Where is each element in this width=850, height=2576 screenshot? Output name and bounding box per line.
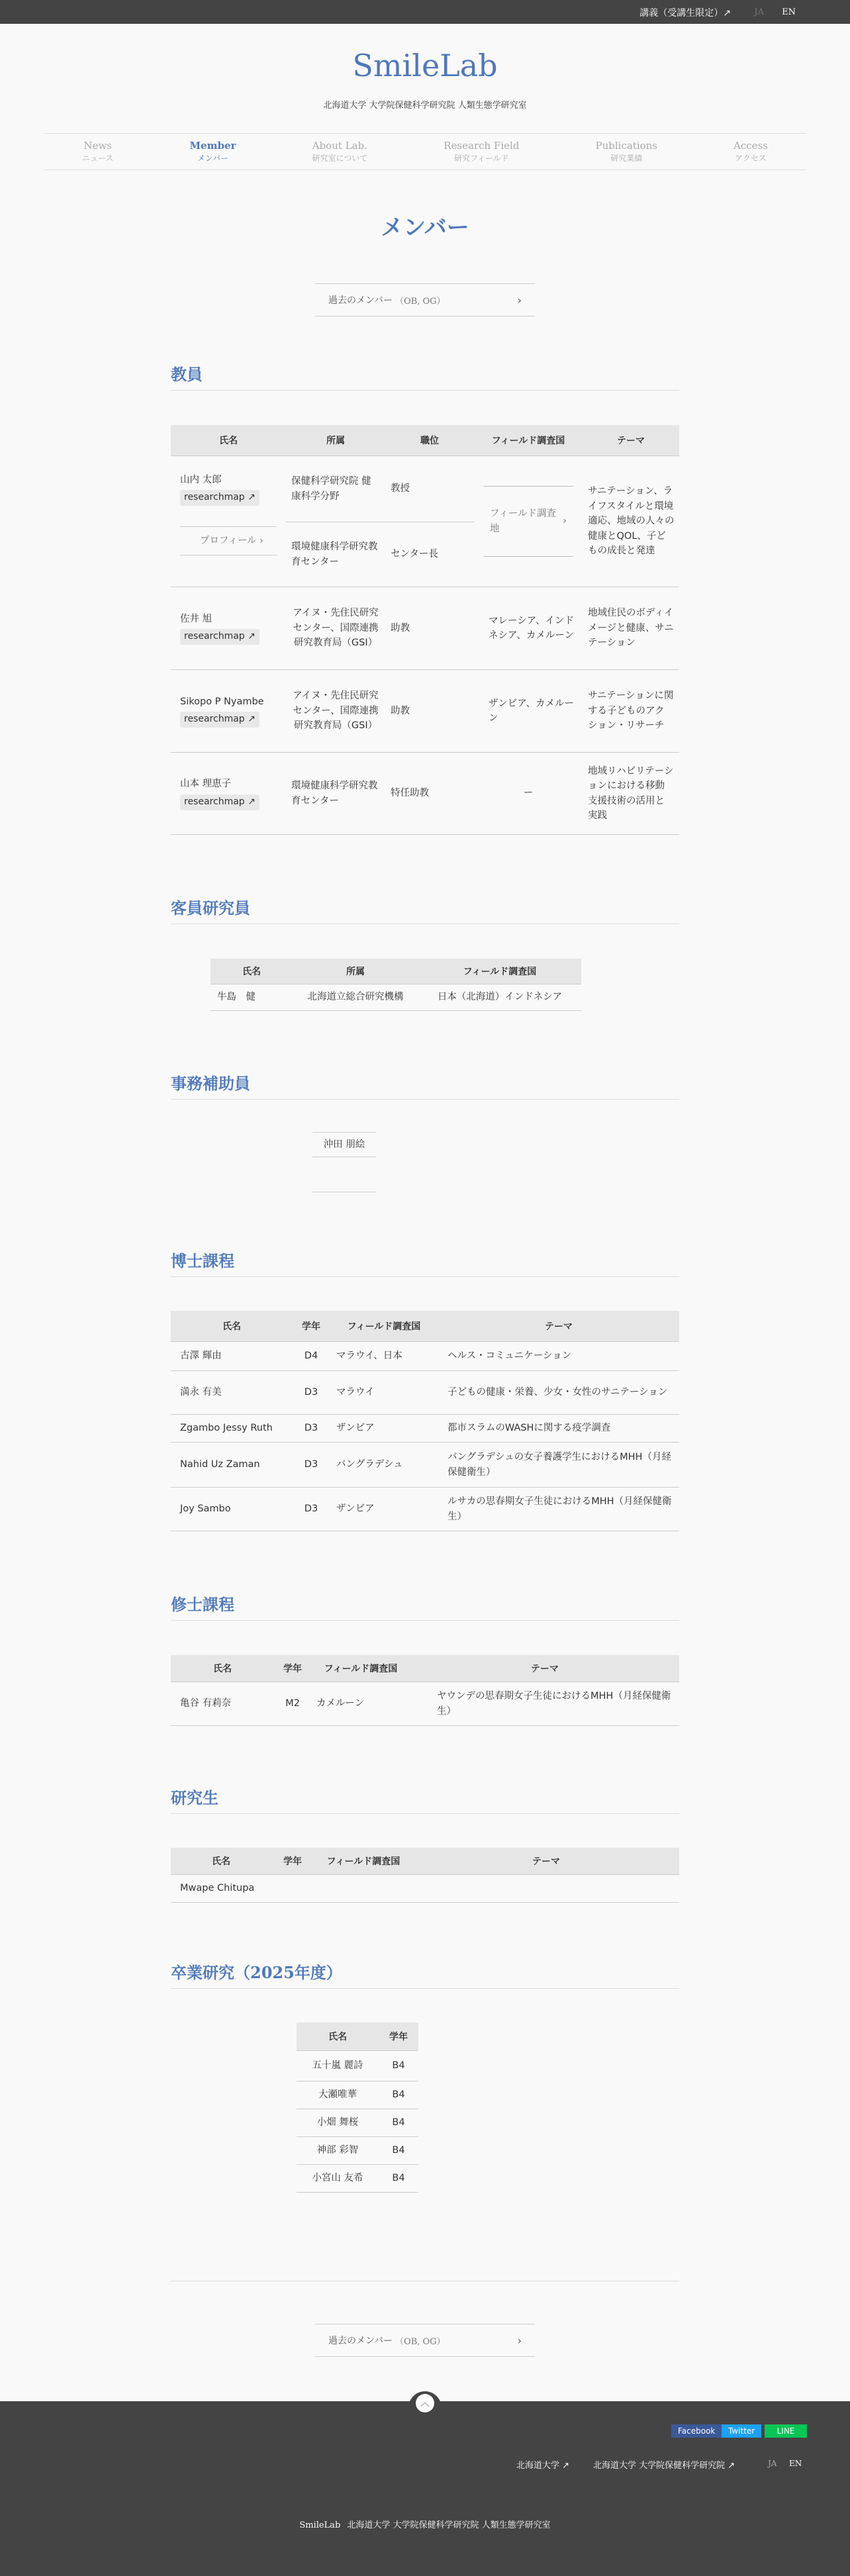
- table-row: [297, 2137, 418, 2165]
- member-theme: [413, 1875, 679, 1903]
- col-header-affiliation: 所属: [293, 959, 418, 984]
- site-logo[interactable]: SmileLab: [352, 48, 498, 83]
- member-theme: ヤウンデの思春期女子生徒におけるMHH（月経保健衛生）: [410, 1682, 679, 1726]
- nav-member[interactable]: Member メンバー: [189, 140, 236, 163]
- member-name: 古澤 輝由: [171, 1342, 293, 1371]
- member-field: マラウイ、日本: [330, 1342, 438, 1371]
- member-year: [271, 1875, 314, 1903]
- col-header-theme: テーマ: [410, 1655, 679, 1682]
- masters-table: [171, 1655, 679, 1726]
- member-position: センター長: [385, 522, 474, 587]
- member-name: 満永 有美: [171, 1371, 293, 1415]
- table-row: [171, 1371, 679, 1415]
- field-site-link[interactable]: フィールド調査地 ›: [483, 486, 573, 557]
- member-year: M2: [274, 1682, 311, 1726]
- table-row: [171, 1682, 679, 1726]
- col-header-position: 職位: [385, 425, 474, 456]
- member-name: Zgambo Jessy Ruth: [171, 1415, 293, 1443]
- table-row: [211, 984, 581, 1011]
- col-header-year: 学年: [379, 2023, 418, 2051]
- member-year: B4: [379, 2109, 418, 2137]
- member-name: 大瀬唯華: [297, 2081, 379, 2109]
- chevron-right-icon: ›: [517, 293, 522, 307]
- member-position: 教授: [385, 456, 474, 522]
- member-name: 亀谷 有莉奈: [171, 1682, 274, 1726]
- member-affiliation: 環境健康科学研究教育センター: [286, 753, 385, 835]
- section-heading-research-students: 研究生: [171, 1785, 679, 1814]
- member-affiliation: 北海道立総合研究機構: [293, 984, 418, 1011]
- member-year: D4: [293, 1342, 330, 1371]
- footer-credit: [0, 2518, 850, 2530]
- col-header-theme: テーマ: [583, 425, 679, 456]
- admin-staff-name: 沖田 朋絵: [312, 1132, 376, 1157]
- member-theme: ルサカの思春期女子生徒におけるMHH（月経保健衛生）: [438, 1488, 679, 1531]
- col-header-name: 氏名: [211, 959, 293, 984]
- member-name: Joy Sambo: [171, 1488, 293, 1531]
- guest-table: [211, 959, 581, 1011]
- nav-access[interactable]: Access アクセス: [733, 140, 768, 163]
- col-header-field: フィールド調査国: [314, 1848, 413, 1875]
- chevron-up-icon: ︿: [416, 2394, 434, 2412]
- section-heading-graduation: 卒業研究（2025年度）: [171, 1960, 679, 1989]
- section-heading-guest: 客員研究員: [171, 895, 679, 924]
- member-theme: バングラデシュの女子養護学生におけるMHH（月経保健衛生）: [438, 1443, 679, 1488]
- member-name: 佐井 旭: [180, 613, 212, 624]
- col-header-year: 学年: [293, 1311, 330, 1342]
- col-header-theme: テーマ: [438, 1311, 679, 1342]
- doctoral-table: [171, 1311, 679, 1531]
- member-name: Nahid Uz Zaman: [171, 1443, 293, 1488]
- member-position: 助教: [385, 670, 474, 753]
- member-field: [314, 1875, 413, 1903]
- line-link[interactable]: LINE: [765, 2424, 807, 2438]
- health-science-link[interactable]: 北海道大学 大学院保健科学研究院 ↗: [593, 2461, 735, 2471]
- footer-lang-en[interactable]: EN: [789, 2459, 802, 2468]
- member-field: ザンビア、カメルーン: [474, 670, 583, 753]
- researchmap-link[interactable]: researchmap ↗: [180, 490, 260, 506]
- table-row: [171, 1415, 679, 1443]
- member-field: マラウイ: [330, 1371, 438, 1415]
- col-header-name: 氏名: [171, 425, 286, 456]
- profile-link[interactable]: プロフィール ›: [180, 526, 277, 555]
- member-field: 日本（北海道）インドネシア: [418, 984, 581, 1011]
- table-row: [171, 1488, 679, 1531]
- member-affiliation: アイヌ・先住民研究センター、国際連携研究教育局（GSI）: [286, 670, 385, 753]
- graduation-table: [297, 2023, 418, 2193]
- col-header-affiliation: 所属: [286, 425, 385, 456]
- footer-brand: SmileLab: [299, 2520, 341, 2530]
- nav-about[interactable]: About Lab. 研究室について: [312, 140, 368, 163]
- member-name: 五十嵐 麗詩: [297, 2051, 379, 2081]
- table-row: [171, 670, 679, 753]
- chevron-right-icon: ›: [517, 2334, 522, 2347]
- member-theme: サニテーション、ライフスタイルと環境適応、地域の人々の健康とQOL、子どもの成長と発達: [583, 456, 679, 587]
- table-row: [297, 2051, 418, 2081]
- member-year: D3: [293, 1371, 330, 1415]
- researchmap-link[interactable]: researchmap ↗: [180, 712, 260, 728]
- section-heading-admin: 事務補助員: [171, 1071, 679, 1100]
- member-affiliation: アイヌ・先住民研究センター、国際連携研究教育局（GSI）: [286, 587, 385, 670]
- col-header-name: 氏名: [171, 1848, 271, 1875]
- member-theme: 都市スラムのWASHに関する疫学調査: [438, 1415, 679, 1443]
- back-to-top-button[interactable]: [408, 2391, 442, 2411]
- table-row: [171, 587, 679, 670]
- member-year: B4: [379, 2081, 418, 2109]
- footer-lang-ja[interactable]: JA: [768, 2459, 777, 2468]
- col-header-field: フィールド調査国: [330, 1311, 438, 1342]
- table-row: [171, 1443, 679, 1488]
- main-nav: [44, 133, 806, 170]
- section-heading-doctoral: 博士課程: [171, 1248, 679, 1277]
- member-field: ザンビア: [330, 1415, 438, 1443]
- member-name: 小宮山 友希: [297, 2165, 379, 2193]
- chevron-right-icon: ›: [563, 516, 567, 527]
- section-heading-faculty: 教員: [171, 361, 679, 391]
- member-name: Mwape Chitupa: [171, 1875, 271, 1903]
- member-field: ー: [474, 753, 583, 835]
- table-row: [171, 1875, 679, 1903]
- twitter-link[interactable]: Twitter: [722, 2424, 761, 2438]
- col-header-theme: テーマ: [413, 1848, 679, 1875]
- col-header-year: 学年: [271, 1848, 314, 1875]
- member-position: 助教: [385, 587, 474, 670]
- table-row: [171, 753, 679, 835]
- member-affiliation: 保健科学研究院 健康科学分野: [286, 456, 385, 522]
- researchmap-link[interactable]: researchmap ↗: [180, 629, 260, 645]
- researchmap-link[interactable]: researchmap ↗: [180, 794, 260, 810]
- hokudai-link[interactable]: 北海道大学 ↗: [516, 2461, 570, 2471]
- past-members-button-bottom[interactable]: 過去のメンバー （OB, OG） ›: [315, 2324, 535, 2357]
- member-name: 山本 理恵子: [180, 779, 232, 790]
- top-bar: [0, 0, 850, 24]
- member-name: 小畑 舞桜: [297, 2109, 379, 2137]
- table-row: [297, 2165, 418, 2193]
- col-header-field: フィールド調査国: [418, 959, 581, 984]
- nav-news[interactable]: News ニュース: [82, 140, 114, 163]
- col-header-name: 氏名: [171, 1311, 293, 1342]
- member-year: D3: [293, 1488, 330, 1531]
- past-members-button[interactable]: 過去のメンバー （OB, OG） ›: [315, 283, 535, 316]
- col-header-name: 氏名: [171, 1655, 274, 1682]
- facebook-link[interactable]: Facebook: [671, 2424, 722, 2438]
- site-tagline: 北海道大学 大学院保健科学研究院 人類生態学研究室: [323, 101, 527, 111]
- member-year: B4: [379, 2137, 418, 2165]
- faculty-table: [171, 425, 679, 835]
- member-affiliation: 環境健康科学研究教育センター: [286, 522, 385, 587]
- footer-org: 北海道大学 大学院保健科学研究院 人類生態学研究室: [347, 2520, 551, 2530]
- table-row: [297, 2109, 418, 2137]
- member-theme: ヘルス・コミュニケーション: [438, 1342, 679, 1371]
- col-header-field: フィールド調査国: [311, 1655, 410, 1682]
- member-year: D3: [293, 1415, 330, 1443]
- member-name: 神部 彩智: [297, 2137, 379, 2165]
- member-field: バングラデシュ: [330, 1443, 438, 1488]
- col-header-name: 氏名: [297, 2023, 379, 2051]
- lang-en-link[interactable]: EN: [782, 7, 796, 17]
- member-field: マレーシア、インドネシア、カメルーン: [474, 587, 583, 670]
- table-row: [171, 1342, 679, 1371]
- member-name: 山内 太郎: [180, 474, 222, 485]
- member-year: B4: [379, 2165, 418, 2193]
- page-title: メンバー: [381, 215, 469, 241]
- col-header-field: フィールド調査国: [474, 425, 583, 456]
- chevron-right-icon: ›: [260, 536, 263, 547]
- table-row: [297, 2081, 418, 2109]
- nav-research-field[interactable]: Research Field 研究フィールド: [444, 140, 520, 163]
- lecture-link[interactable]: 講義（受講生限定）↗: [639, 8, 731, 19]
- member-theme: 地域住民のボディイメージと健康、サニテーション: [583, 587, 679, 670]
- member-name: Sikopo P Nyambe: [180, 696, 264, 707]
- member-theme: 子どもの健康・栄養、少女・女性のサニテーション: [438, 1371, 679, 1415]
- member-theme: サニテーションに関する子どものアクション・リサーチ: [583, 670, 679, 753]
- member-position: 特任助教: [385, 753, 474, 835]
- member-field: カメルーン: [311, 1682, 410, 1726]
- member-year: D3: [293, 1443, 330, 1488]
- member-year: B4: [379, 2051, 418, 2081]
- member-theme: 地域リハビリテーションにおける移動支援技術の活用と実践: [583, 753, 679, 835]
- member-field: ザンビア: [330, 1488, 438, 1531]
- research-students-table: [171, 1848, 679, 1903]
- col-header-year: 学年: [274, 1655, 311, 1682]
- member-name: 牛島 健: [211, 984, 293, 1011]
- section-heading-masters: 修士課程: [171, 1592, 679, 1621]
- table-row: [171, 456, 679, 522]
- nav-publications[interactable]: Publications 研究業績: [595, 140, 658, 163]
- lang-ja-link[interactable]: JA: [754, 7, 764, 17]
